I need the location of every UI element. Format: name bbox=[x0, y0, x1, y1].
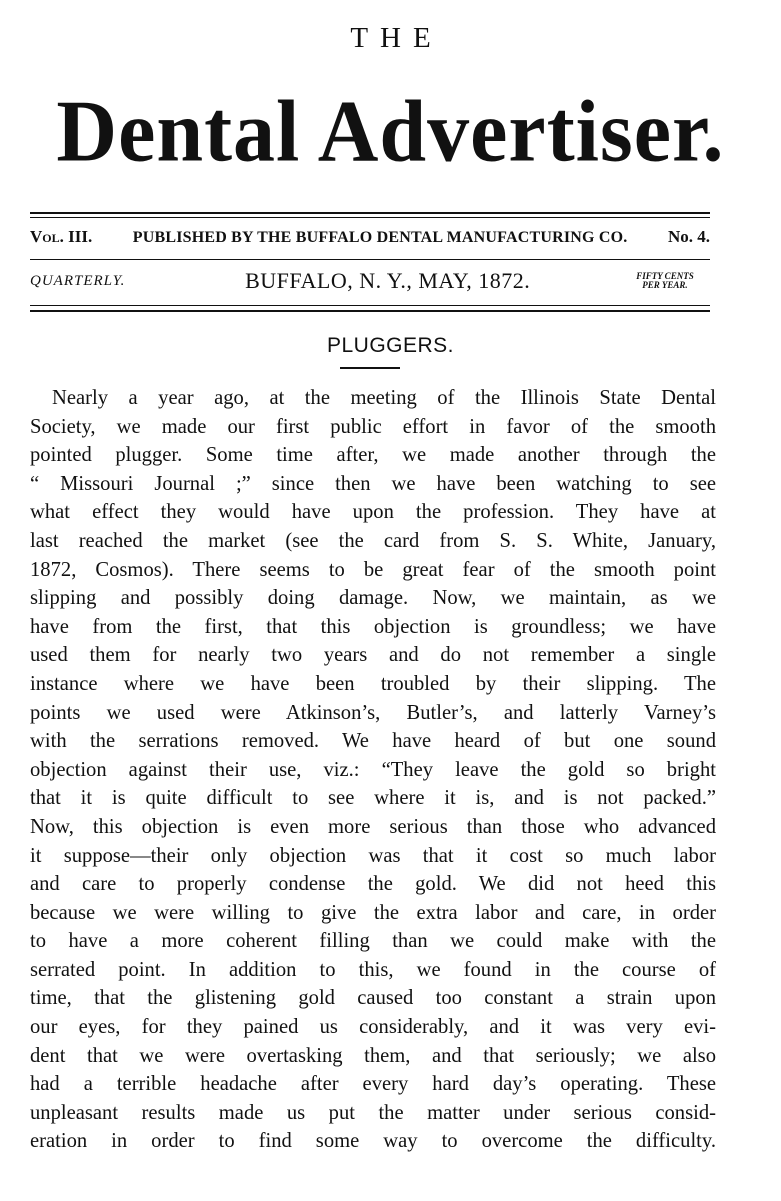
article-line: because we were willing to give the extra labor and care, in order bbox=[30, 901, 716, 924]
article-title: PLUGGERS. bbox=[326, 334, 455, 357]
article-line: to have a more coherent filling than we could make with the bbox=[30, 930, 716, 953]
article-line: “ Missouri Journal ;” since then we have been watching to see bbox=[30, 472, 716, 495]
article-line: with the serrations removed. We have heard of but one sound bbox=[30, 730, 716, 753]
article-line: pointed plugger. Some time after, we made another through the bbox=[30, 444, 716, 467]
header-rule-bottom-thin bbox=[30, 305, 710, 306]
price-label: FIFTY CENTS PER YEAR. bbox=[636, 271, 694, 290]
article-line: points we used were Atkinson’s, Butler’s, and latterly Varney’s bbox=[30, 701, 716, 724]
article-line: Now, this objection is even more serious than those who advanced bbox=[30, 815, 716, 838]
masthead-the: THE bbox=[350, 22, 443, 54]
article-line: objection against their use, viz.: “They leave the gold so bright bbox=[30, 758, 716, 781]
publication-line bbox=[30, 227, 710, 247]
place-date-label: BUFFALO, N. Y., MAY, 1872. bbox=[245, 268, 531, 293]
article-line: unpleasant results made us put the matter under serious consid- bbox=[30, 1101, 716, 1124]
article-line: Society, we made our first public effort in favor of the smooth bbox=[30, 415, 716, 438]
article-line: that it is quite difficult to see where it is, and is not packed.” bbox=[30, 787, 716, 810]
header-rule-top-thin bbox=[30, 217, 710, 218]
article-line: eration in order to find some way to overcome the difficulty. bbox=[30, 1130, 716, 1153]
frequency-label: QUARTERLY. bbox=[30, 272, 126, 289]
article-line: what effect they would have upon the profession. They have at bbox=[30, 501, 716, 524]
dateline bbox=[30, 268, 710, 294]
article-line: it suppose—their only objection was that it cost so much labor bbox=[30, 844, 716, 867]
article-line: dent that we were overtasking them, and that seriously; we also bbox=[30, 1044, 716, 1067]
article-line: have from the first, that this objection is groundless; we have bbox=[30, 615, 716, 638]
issue-number: No. 4. bbox=[667, 227, 710, 246]
title-underline bbox=[340, 367, 400, 369]
article-line: serrated point. In addition to this, we found in the course of bbox=[30, 958, 716, 981]
masthead-title: Dental Advertiser. bbox=[56, 82, 725, 181]
article-line: our eyes, for they pained us considerably, and it was very evi- bbox=[30, 1016, 716, 1039]
article-body bbox=[30, 384, 716, 1156]
header-rule-bottom bbox=[30, 310, 710, 312]
header-rule-top bbox=[30, 212, 710, 214]
header-rule-middle bbox=[30, 259, 710, 260]
article-line: slipping and possibly doing damage. Now, we maintain, as we bbox=[30, 587, 716, 610]
volume-label: Vol. III. bbox=[30, 227, 93, 246]
article-line: and care to properly condense the gold. We did not heed this bbox=[30, 873, 716, 896]
article-line: instance where we have been troubled by their slipping. The bbox=[30, 672, 716, 695]
article-line: Nearly a year ago, at the meeting of the Illinois State Dental bbox=[52, 387, 716, 409]
article-line: last reached the market (see the card from S. S. White, January, bbox=[30, 529, 716, 552]
article-line: time, that the glistening gold caused too constant a strain upon bbox=[30, 987, 716, 1010]
article-line: used them for nearly two years and do not remember a single bbox=[30, 644, 716, 667]
article-line: had a terrible headache after every hard day’s operating. These bbox=[30, 1073, 716, 1096]
publisher-label: PUBLISHED BY THE BUFFALO DENTAL MANUFACTURING CO. bbox=[132, 229, 628, 246]
article-line: 1872, Cosmos). There seems to be great fear of the smooth point bbox=[30, 558, 716, 581]
